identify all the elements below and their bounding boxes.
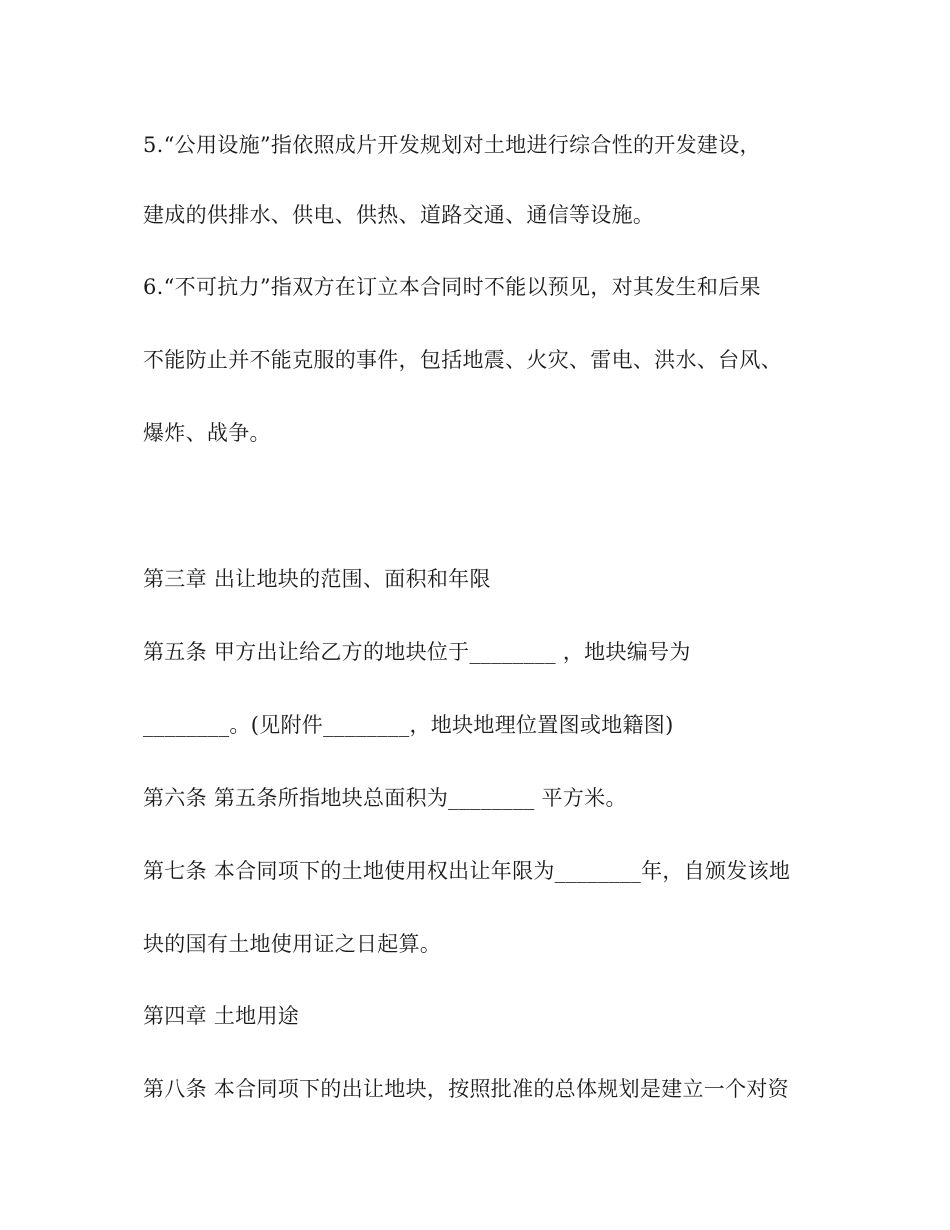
article-seven-line-1: 第七条 本合同项下的土地使用权出让年限为________年，自颁发该地	[143, 859, 791, 883]
article-seven-line-2: 块的国有土地使用证之日起算。	[143, 932, 442, 956]
definition-public-facilities-line-1: 5.“公用设施”指依照成片开发规划对土地进行综合性的开发建设，	[143, 133, 761, 157]
chapter-three-heading: 第三章 出让地块的范围、面积和年限	[143, 567, 491, 591]
article-six-line: 第六条 第五条所指地块总面积为________ 平方米。	[143, 786, 627, 810]
definition-public-facilities-line-2: 建成的供排水、供电、供热、道路交通、通信等设施。	[143, 203, 655, 227]
definition-force-majeure-line-1: 6.“不可抗力”指双方在订立本合同时不能以预见，对其发生和后果	[143, 275, 761, 299]
article-five-line-2: ________。(见附件________，地块地理位置图或地籍图)	[143, 713, 674, 737]
definition-force-majeure-line-3: 爆炸、战争。	[143, 421, 271, 445]
article-eight-line-1: 第八条 本合同项下的出让地块，按照批准的总体规划是建立一个对资	[143, 1077, 789, 1101]
chapter-four-heading: 第四章 土地用途	[143, 1004, 300, 1028]
article-five-line-1: 第五条 甲方出让给乙方的地块位于________ ，地块编号为	[143, 640, 691, 664]
definition-force-majeure-line-2: 不能防止并不能克服的事件，包括地震、火灾、雷电、洪水、台风、	[143, 348, 782, 372]
